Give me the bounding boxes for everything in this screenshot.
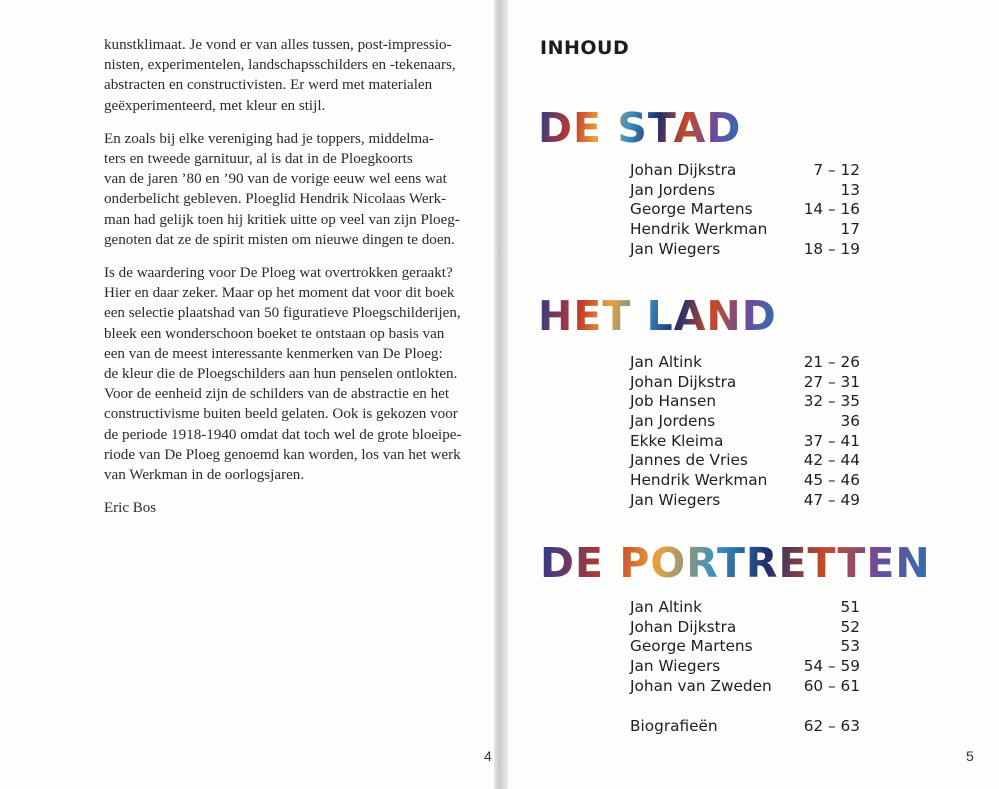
toc-entry-pages: 17 xyxy=(840,220,860,239)
page-number-left: 4 xyxy=(484,748,492,764)
toc-entry-biografieen xyxy=(630,717,860,737)
toc-entry-name: Ekke Kleima xyxy=(630,431,724,450)
text-line: de kleur die de Ploegschilders aan hun penselen ontlokten. xyxy=(104,366,458,383)
text-line: ters en tweede garnituur, al is dat in de Ploegkoorts xyxy=(104,151,413,168)
toc-entry xyxy=(630,451,860,471)
toc-entry xyxy=(630,181,860,201)
toc-entry-pages: 36 xyxy=(840,412,860,431)
toc-entry-name: Jan Altink xyxy=(630,598,702,616)
toc-entry xyxy=(630,471,860,491)
toc-entry-name: Johan Dijkstra xyxy=(630,617,737,636)
toc-entry xyxy=(630,353,860,373)
author-signature: Eric Bos xyxy=(104,500,157,517)
toc-entry-name: Hendrik Werkman xyxy=(630,471,768,490)
toc-entry-pages: 37 – 41 xyxy=(803,431,860,450)
toc-entry xyxy=(630,240,860,260)
toc-entry-pages: 7 – 12 xyxy=(813,161,860,179)
toc-entry-pages: 52 xyxy=(840,617,860,636)
toc-entry-name: Jan Jordens xyxy=(630,412,716,431)
text-line: En zoals bij elke vereniging had je toppers, middelma- xyxy=(104,130,434,147)
toc-entry-name: George Martens xyxy=(630,200,753,219)
toc-list-extra xyxy=(630,717,860,737)
text-line: geëxperimenteerd, met kleur en stijl. xyxy=(104,97,326,114)
text-line: riode van De Ploeg genoemd kan worden, los van het werk xyxy=(104,446,461,463)
section-heading-de-stad: DE STAD xyxy=(538,104,742,152)
toc-entry-name: George Martens xyxy=(630,637,753,656)
text-line: nisten, experimentelen, landschapsschilders en -tekenaars, xyxy=(104,57,456,74)
toc-entry xyxy=(630,392,860,412)
toc-entry xyxy=(630,618,860,638)
text-line: genoten dat ze de spirit misten om nieuwe dingen te doen. xyxy=(104,231,455,248)
text-line: Is de waardering voor De Ploeg wat overtrokken geraakt? xyxy=(104,265,453,282)
toc-entry xyxy=(630,412,860,432)
toc-entry-name: Jan Wiegers xyxy=(630,239,721,258)
toc-entry xyxy=(630,161,860,181)
book-gutter xyxy=(494,0,508,789)
section-heading-de-portretten: DE PORTRETTEN xyxy=(540,539,931,587)
section-heading-het-land: HET LAND xyxy=(538,292,777,340)
toc-entry-name: Johan Dijkstra xyxy=(630,161,737,179)
toc-entry-name: Jannes de Vries xyxy=(630,451,748,470)
toc-entry xyxy=(630,677,860,697)
page-number-right: 5 xyxy=(966,748,974,764)
text-line: Voor de eenheid zijn de schilders van de abstractie en het xyxy=(104,386,450,403)
toc-entry-name: Job Hansen xyxy=(630,392,717,411)
toc-entry-name: Johan Dijkstra xyxy=(630,372,737,391)
toc-title: INHOUD xyxy=(540,37,630,59)
toc-entry xyxy=(630,491,860,511)
toc-entry xyxy=(630,432,860,452)
paragraph-3 xyxy=(104,263,488,485)
toc-entry xyxy=(630,220,860,240)
text-line: van de jaren ’80 en ’90 van de vorige eeuw wel eens wat xyxy=(104,171,447,188)
text-line: een selectie plaatshad van 50 figuratieve Ploegschilderijen, xyxy=(104,305,461,322)
toc-entry-pages: 53 xyxy=(840,637,860,656)
toc-entry-pages: 42 – 44 xyxy=(803,451,860,470)
text-line: een van de meest interessante kenmerken van De Ploeg: xyxy=(104,345,443,362)
paragraph-1 xyxy=(104,35,488,116)
toc-entry-name: Jan Wiegers xyxy=(630,490,721,509)
toc-entry-pages: 13 xyxy=(840,180,860,199)
toc-entry-pages: 51 xyxy=(840,598,860,616)
toc-entry-pages: 27 – 31 xyxy=(803,372,860,391)
toc-entry xyxy=(630,637,860,657)
toc-entry-name: Biografieën xyxy=(630,717,718,735)
toc-list-de-stad xyxy=(630,161,860,259)
toc-entry-pages: 32 – 35 xyxy=(803,392,860,411)
text-line: van Werkman in de oorlogsjaren. xyxy=(104,467,305,484)
toc-entry-name: Jan Wiegers xyxy=(630,657,721,676)
toc-entry-pages: 47 – 49 xyxy=(803,490,860,509)
text-line: man had gelijk toen hij kritiek uitte op veel van zijn Ploeg- xyxy=(104,211,460,228)
text-line: constructivisme buiten beeld gelaten. Ook is gekozen voor xyxy=(104,406,458,423)
body-text xyxy=(104,35,488,518)
toc-entry xyxy=(630,373,860,393)
toc-entry-pages: 60 – 61 xyxy=(803,676,860,695)
toc-entry-pages: 62 – 63 xyxy=(803,717,860,735)
toc-entry-name: Hendrik Werkman xyxy=(630,220,768,239)
text-line: kunstklimaat. Je vond er van alles tussen, post-impressio- xyxy=(104,37,452,53)
toc-entry-pages: 18 – 19 xyxy=(803,239,860,258)
toc-entry xyxy=(630,200,860,220)
text-line: bleek een wonderschoon boeket te ontstaan op basis van xyxy=(104,325,445,342)
paragraph-2 xyxy=(104,129,488,250)
text-line: Hier en daar zeker. Maar op het moment dat voor dit boek xyxy=(104,285,455,302)
text-line: de periode 1918-1940 omdat dat toch wel de grote bloeipe- xyxy=(104,426,462,443)
toc-entry-name: Jan Jordens xyxy=(630,180,716,199)
toc-list-de-portretten xyxy=(630,598,860,696)
toc-entry-pages: 21 – 26 xyxy=(803,353,860,371)
toc-entry-pages: 14 – 16 xyxy=(803,200,860,219)
toc-entry-pages: 45 – 46 xyxy=(803,471,860,490)
toc-entry-name: Jan Altink xyxy=(630,353,702,371)
toc-entry xyxy=(630,598,860,618)
text-line: onderbelicht gebleven. Ploeglid Hendrik Nicolaas Werk- xyxy=(104,191,447,208)
toc-list-het-land xyxy=(630,353,860,511)
text-line: abstracten en constructivisten. Er werd met materialen xyxy=(104,77,433,94)
toc-entry-pages: 54 – 59 xyxy=(803,657,860,676)
toc-entry xyxy=(630,657,860,677)
toc-entry-name: Johan van Zweden xyxy=(630,676,772,695)
